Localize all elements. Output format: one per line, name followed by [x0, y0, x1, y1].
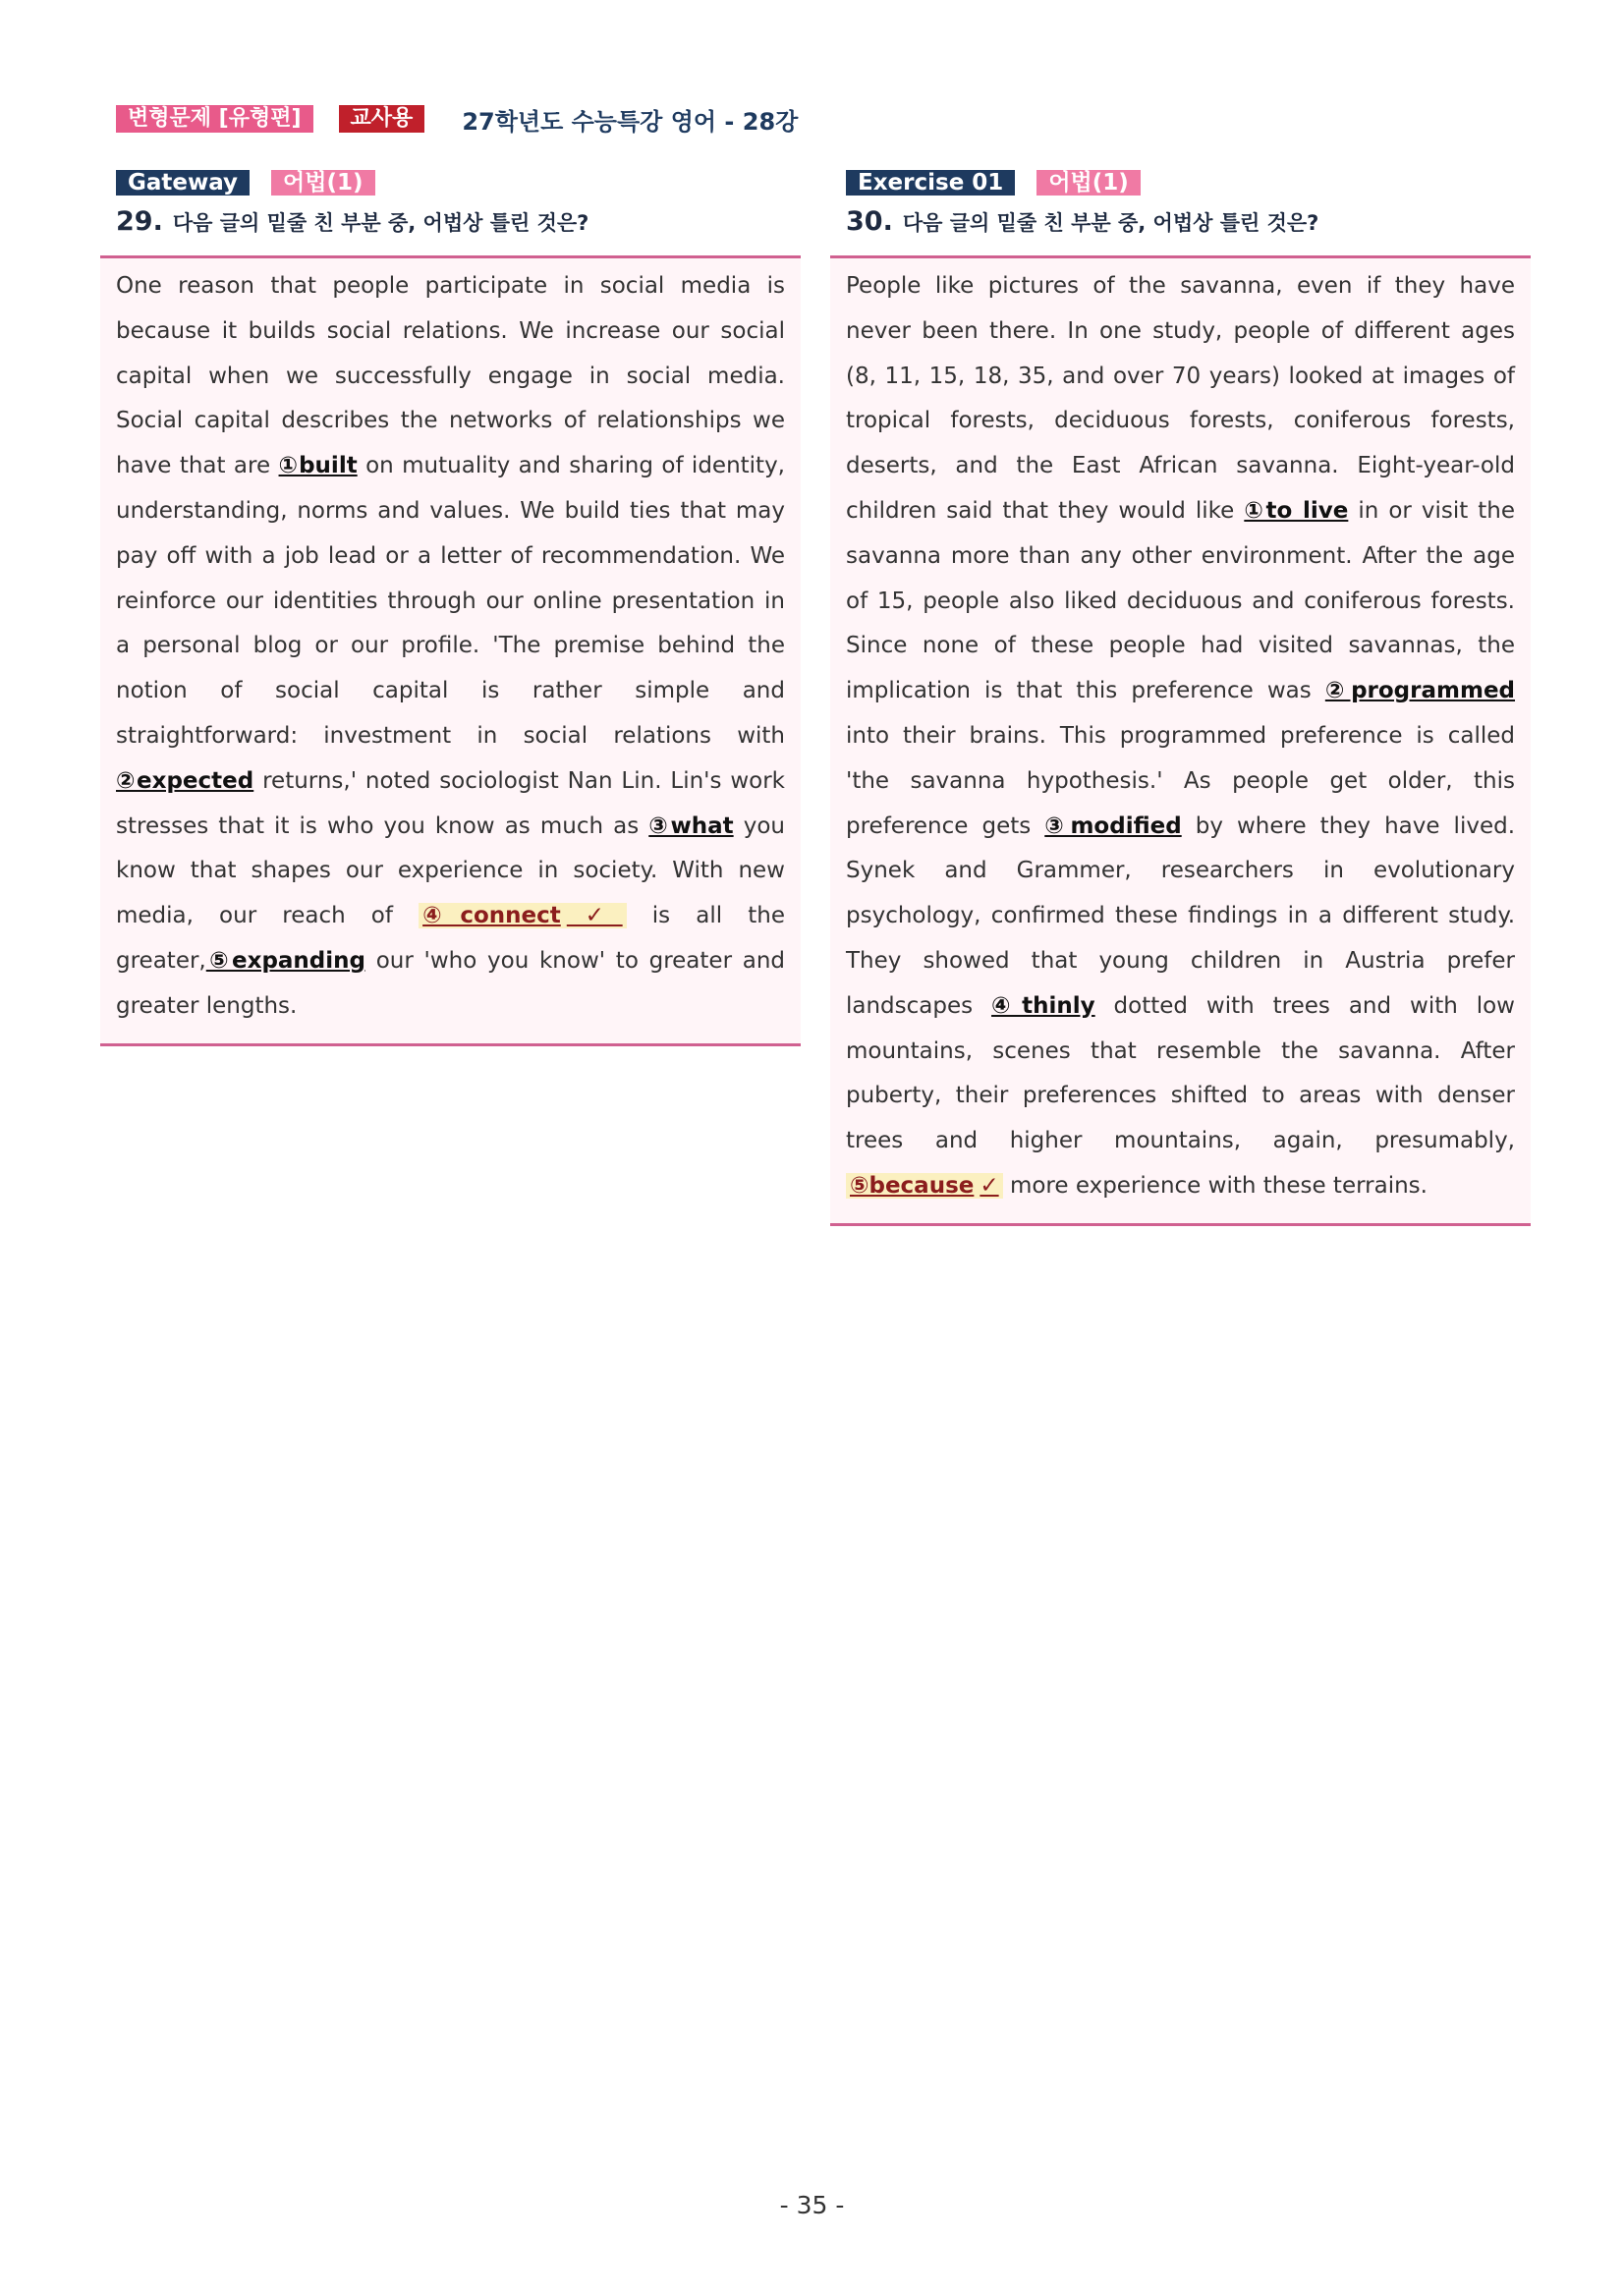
answer-choice-5: [846, 1173, 1003, 1199]
type-tag: 어법(1): [271, 170, 374, 196]
type-tag: 어법(1): [1036, 170, 1140, 196]
passage-text: [846, 264, 1515, 1209]
passage-segment: into their brains. This programmed preference is called 'the savanna hypothesis.' As people get older, this preference gets: [846, 722, 1515, 839]
passage-segment: you know that shapes our experience in society. With new media, our reach of: [116, 812, 785, 929]
choice-3: ③modified: [1044, 812, 1182, 839]
variant-tag: 변형문제 [유형편]: [116, 105, 313, 133]
question-text: 다음 글의 밑줄 친 부분 중, 어법상 틀린 것은?: [172, 211, 589, 235]
section-tag: Gateway: [116, 170, 250, 196]
question-30-column: [830, 169, 1531, 1226]
passage-text: [116, 264, 785, 1030]
passage-segment: dotted with trees and with low mountains, scenes that resemble the savanna. After puberty, their preferences shifted to areas with denser trees and higher mountains, again, presumably,: [846, 992, 1515, 1154]
passage-segment: more experience with these terrains.: [1002, 1172, 1428, 1199]
choice-3: ③what: [648, 812, 734, 839]
question-line: [116, 206, 801, 242]
choice-2: ②programmed: [1324, 678, 1516, 704]
question-line: [846, 206, 1531, 242]
page-title: 27학년도 수능특강 영어 - 28강: [462, 107, 799, 136]
section-tag: Exercise 01: [846, 170, 1015, 196]
choice-2: ②expected: [116, 767, 254, 794]
label-row: [116, 169, 801, 196]
choice-5: ⑤expanding: [205, 947, 365, 974]
passage-segment: is all the greater,: [116, 903, 785, 974]
passage-segment: One reason that people participate in social media is because it builds social relations. We increase our social capital when we successfully engage in social media. Social capital describes the networks of relationships we have that are: [116, 273, 785, 479]
passage-segment: on mutuality and sharing of identity, understanding, norms and values. We build ties that may pay off with a job lead or a letter of recommendation. We reinforce our identities through our online presentation in a personal blog or our profile. 'The premise behind the notion of social capital is rather simple and straightforward: investment in social relations with: [116, 453, 785, 749]
passage-segment: returns,' noted sociologist Nan Lin. Lin's work stresses that it is who you know as much as: [116, 767, 785, 839]
teacher-tag: 교사용: [339, 105, 425, 133]
choice-1: ①to live: [1244, 497, 1349, 524]
passage-segment: in or visit the savanna more than any other environment. After the age of 15, people also liked deciduous and coniferous forests. Since none of these people had visited savannas, the implication is that this preference was: [846, 497, 1515, 704]
question-text: 다음 글의 밑줄 친 부분 중, 어법상 틀린 것은?: [902, 211, 1319, 235]
page-header: [116, 104, 798, 134]
question-number: 30.: [846, 206, 893, 237]
question-29-column: [100, 169, 801, 1046]
question-number: 29.: [116, 206, 163, 237]
answer-choice-4: [419, 903, 627, 928]
passage-segment: by where they have lived. Synek and Grammer, researchers in evolutionary psychology, confirmed these findings in a different study. They showed that young children in Austria prefer landscapes: [846, 812, 1516, 1019]
passage-segment: our 'who you know' to greater and greater lengths.: [116, 947, 786, 1019]
passage-segment: People like pictures of the savanna, even if they have never been there. In one study, people of different ages (8, 11, 15, 18, 35, and over 70 years) looked at images of tropical forests, deciduous forests, coniferous forests, deserts, and the East African savanna. Eight-year-old children said that they would like: [846, 273, 1515, 524]
choice-4: ④thinly: [991, 992, 1095, 1019]
choice-1: ①built: [278, 453, 358, 479]
passage-box: [100, 255, 801, 1046]
check-icon: ✓: [980, 1172, 999, 1199]
page-number: - 35 -: [779, 2191, 845, 2219]
answer-text: ⑤because: [850, 1172, 975, 1199]
passage-box: [830, 255, 1531, 1226]
check-icon: ✓: [566, 903, 623, 929]
answer-text: ④connect: [422, 903, 561, 929]
label-row: [846, 169, 1531, 196]
